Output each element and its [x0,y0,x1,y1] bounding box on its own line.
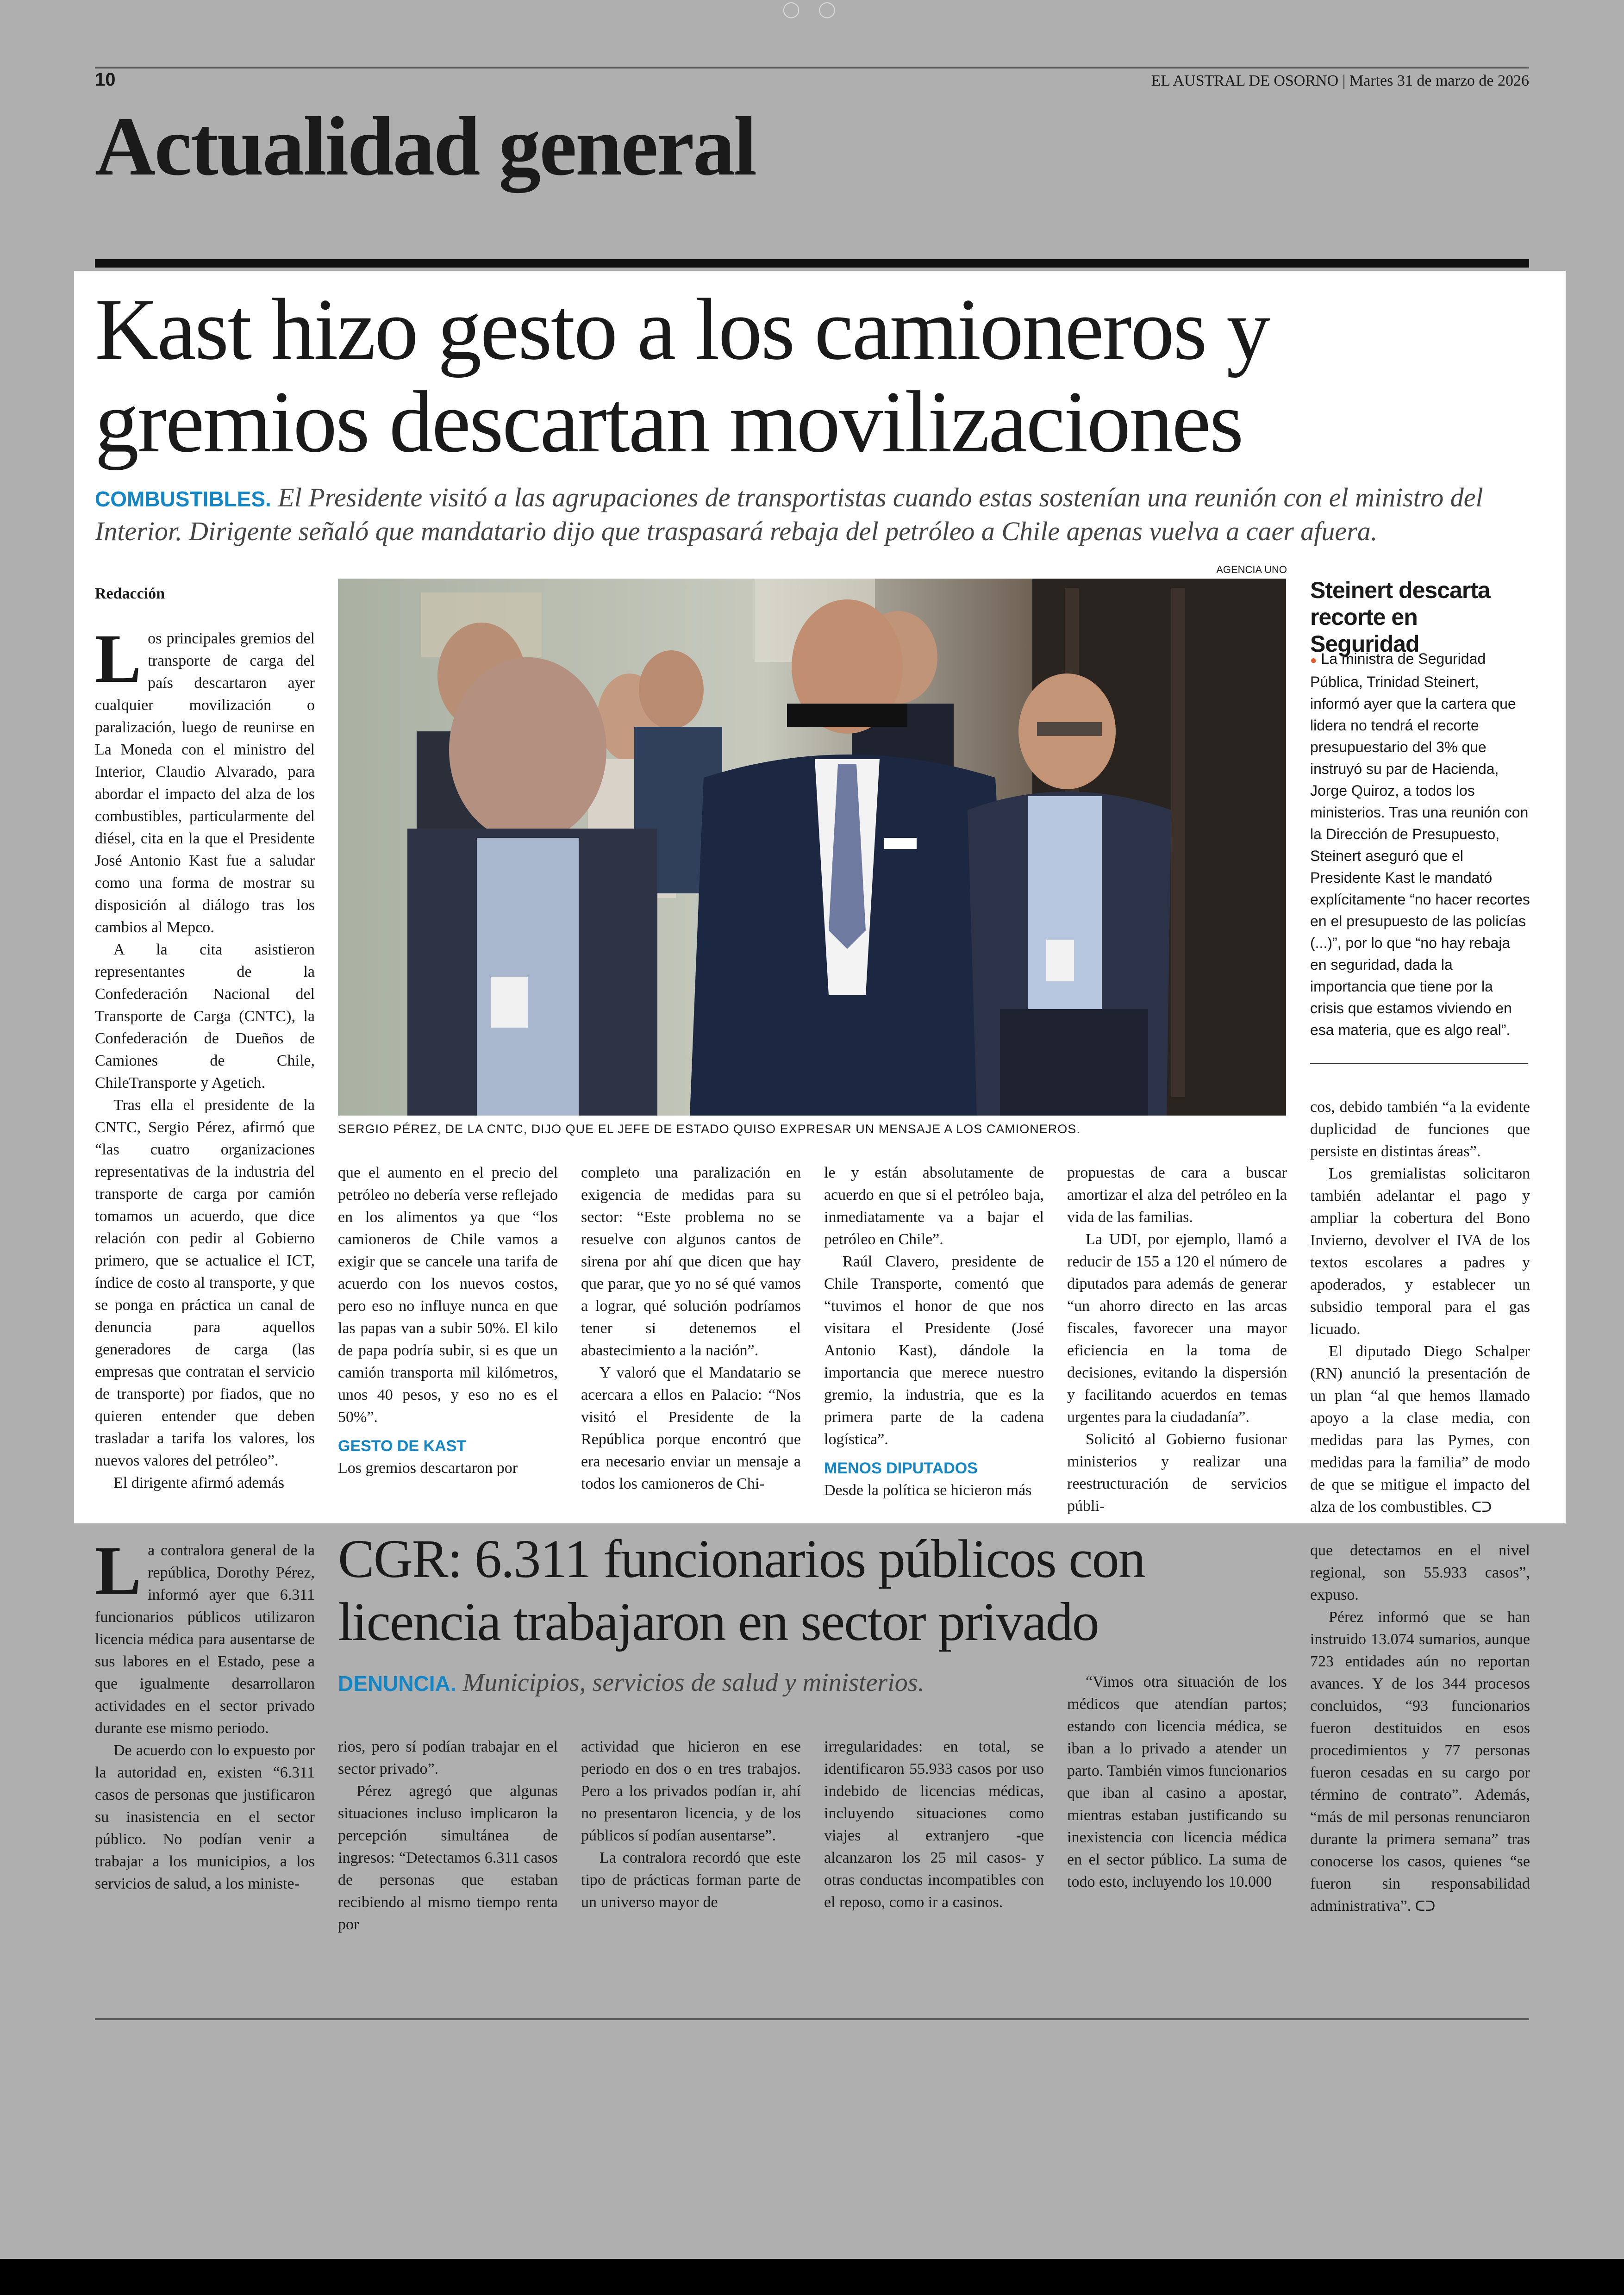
cgr-col-4 [824,1736,1044,1914]
main-col-3 [581,1162,801,1495]
cgr-col-1-para-1 [95,1532,315,1740]
cgr-col-2-para-1: rios, pero sí podían trabajar en el sector privado”. [338,1738,558,1777]
page-nav-dots[interactable] [782,0,836,19]
cgr-col-6-para-1: que detectamos en el nivel regional, son 55.933 casos”, expuso. [1310,1542,1530,1603]
main-col-2-para-1: que el aumento en el precio del petróleo no debería verse reflejado en los alimentos ya que “los camioneros de Chile vamos a exigir que se cancele una tarifa de acuerdo con los nuevos costos, pero eso no influye nunca en que las papas van a subir 50%. El kilo de papa podría subir, si es que un camión transporta mil kilómetros, unos 40 pesos, y eso no es el 50%”. [338,1164,558,1426]
main-col-4-para-3: Desde la política se hicieron más [824,1482,1032,1499]
main-col-2 [338,1162,558,1479]
main-col-5-para-3: Solicitó al Gobierno fusionar ministerios y realizar una reestructuración de servicios públi- [1067,1431,1287,1515]
section-rule [95,259,1529,268]
viewer-bottom-bar [0,2259,1624,2295]
cgr-col-1-para-2: De acuerdo con lo expuesto por la autoridad en, existen “6.311 casos de personas que justificaron su inasistencia en el sector público. No podían venir a trabajar a los municipios, a los servicios de salud, a los ministe- [95,1742,315,1892]
main-deck [95,481,1530,548]
cgr-col-3-para-1: actividad que hicieron en ese periodo en dos o en tres trabajos. Pero a los privados podían ir, ahí no presentaron licencia, y de los públicos sí podían ausentarse”. [581,1738,801,1844]
main-col-5 [1067,1162,1287,1517]
page-number: 10 [95,69,116,90]
cgr-deck-text: Municipios, servicios de salud y ministerios. [462,1668,924,1697]
cgr-col-6 [1310,1540,1530,1918]
cgr-col-6-para-2-text: Pérez informó que se han instruido 13.074 sumarios, aunque 723 entidades aún no reportan avances. Y de los 344 procesos concluidos, “93 funcionarios fueron destituidos en esos procedimientos y 77 personas fueron cesadas en su cargo por término de contrato”. Además, “más de mil personas renunciaron durante la primera semana” tras conocerse los casos, quienes “se fueron sin responsabilidad administrativa”. [1310,1609,1530,1915]
masthead-info [1151,72,1529,90]
main-col-4-para-2: Raúl Clavero, presidente de Chile Transporte, comentó que “tuvimos el honor de que nos visitara el Presidente (José Antonio Kast), dándole la importancia que merece nuestro gremio, la industria, que es la primera parte de la cadena logística”. [824,1253,1044,1448]
section-title: Actualidad general [95,100,756,193]
cgr-end-mark: ᑕᑐ [1415,1899,1436,1914]
main-photo-illustration [338,579,1286,1116]
main-col-6-para-1: cos, debido también “a la evidente duplicidad de funciones que persiste en distintas áreas”. [1310,1098,1530,1160]
cgr-headline: CGR: 6.311 funcionarios públicos con licencia trabajaron en sector privado [338,1528,1145,1652]
page-nav-dot-prev[interactable]: ◯ [782,0,800,18]
sidebar-bullet: ● [1310,654,1317,667]
cgr-col-3-para-2: La contralora recordó que este tipo de prácticas forman parte de un universo mayor de [581,1849,801,1911]
subhead-menos-diputados: MENOS DIPUTADOS [824,1459,978,1477]
header-rule [95,67,1529,69]
photo-credit: AGENCIA UNO [1216,564,1287,575]
main-deck-text: El Presidente visitó a las agrupaciones de transportistas cuando estas sostenían una reunión con el ministro del Interior. Dirigente señaló que mandatario dijo que traspasará rebaja del petróleo a Chile apenas vuelva a caer afuera. [95,482,1483,546]
cgr-col-6-para-2 [1310,1606,1530,1918]
cgr-col-2-para-2: Pérez agregó que algunas situaciones incluso implicaron la percepción simultánea de ingresos: “Detectamos 6.311 casos de personas que estaban recibiendo al mismo tiempo renta por [338,1783,558,1933]
main-col-5-para-2: La UDI, por ejemplo, llamó a reducir de 155 a 120 el número de diputados para además de generar “un ahorro directo en las arcas fiscales, favorecer una mayor eficiencia en la toma de decisiones, evitando la dispersión y facilitando acuerdos en temas urgentes para la ciudadanía”. [1067,1231,1287,1426]
main-col-4 [824,1162,1044,1502]
issue-date: Martes 31 de marzo de 2026 [1349,72,1529,89]
main-col-2-para-2: Los gremios descartaron por [338,1459,518,1477]
sidebar-body [1310,648,1530,1041]
paper-name: EL AUSTRAL DE OSORNO [1151,72,1339,89]
sidebar-rule [1310,1063,1528,1064]
cgr-col-1 [95,1532,315,1895]
cgr-kicker: DENUNCIA. [338,1671,456,1696]
cgr-col-4-para-1: irregularidades: en total, se identificaron 55.933 casos por uso indebido de licencias médicas, incluyendo situaciones como viajes al extranjero -que alcanzaron los 25 mil casos- y otras conductas incompatibles con el reposo, como ir a casinos. [824,1738,1044,1911]
main-col-6-para-2: Los gremialistas solicitaron también adelantar el pago y ampliar la cobertura del Bono Invierno, devolver el IVA de los textos escolares a padres y apoderados, y establecer un subsidio temporal para el gas licuado. [1310,1165,1530,1338]
main-col-1-para-4: El dirigente afirmó además [113,1474,285,1491]
dropcap: L [95,620,142,697]
photo-caption: SERGIO PÉREZ, DE LA CNTC, DIJO QUE EL JEFE DE ESTADO QUISO EXPRESAR UN MENSAJE A LOS CAMIONEROS. [338,1122,1081,1136]
cgr-col-2 [338,1736,558,1936]
main-col-6 [1310,1096,1530,1519]
main-col-4-para-1: le y están absolutamente de acuerdo en que si el petróleo baja, inmediatamente va a bajar el petróleo en Chile”. [824,1164,1044,1248]
main-col-6-para-3 [1310,1341,1530,1519]
end-mark: ᑕᑐ [1471,1500,1492,1515]
main-headline: Kast hizo gesto a los camioneros y gremios descartan movilizaciones [95,281,1269,471]
main-col-1-para-2: A la cita asistieron representantes de la Confederación Nacional del Transporte de Carga (CNTC), la Confederación de Dueños de Camiones de Chile, ChileTransporte y Agetich. [95,941,315,1091]
main-col-1 [95,620,315,1494]
main-col-3-para-2: Y valoró que el Mandatario se acercara a ellos en Palacio: “Nos visitó el Presidente de la República porque encontró que era necesario enviar un mensaje a todos los camioneros de Chi- [581,1364,801,1492]
subhead-gesto: GESTO DE KAST [338,1437,467,1455]
cgr-col-5 [1067,1671,1287,1893]
main-col-5-para-1: propuestas de cara a buscar amortizar el alza del petróleo en la vida de las familias. [1067,1164,1287,1226]
footer-rule [95,2018,1529,2020]
main-col-1-para-1-text: os principales gremios del transporte de carga del país descartaron ayer cualquier movilización o paralización, luego de reunirse en La Moneda con el ministro del Interior, Claudio Alvarado, para abordar el impacto del alza de los combustibles, particularmente del diésel, cita en la que el Presidente José Antonio Kast fue a saludar como una forma de mostrar su disposición al diálogo tras los cambios al Mepco. [95,630,315,936]
main-col-1-para-3: Tras ella el presidente de la CNTC, Sergio Pérez, afirmó que “las cuatro organizaciones representativas de la industria del transporte de carga por camión tomamos un acuerdo, que dice relación con pedir al Gobierno primero, que se actualice el ICT, índice de costo al transporte, y que se ponga en práctica un canal de denuncia para aquellos generadores de carga (las empresas que contratan el servicio de transporte) por fiados, que no quieren entender que deben trasladar a tarifa los valores, los nuevos valores del petróleo”. [95,1097,315,1469]
main-col-1-para-1 [95,620,315,939]
cgr-col-3 [581,1736,801,1914]
cgr-dropcap: L [95,1532,142,1609]
byline: Redacción [95,585,165,602]
cgr-col-5-para-1: “Vimos otra situación de los médicos que atendían partos; estando con licencia médica, se iban a lo privado a atender un parto. También vimos funcionarios que iban al casino a apostar, mientras estaban justificando su inexistencia con licencia médica en el sector público. La suma de todo esto, incluyendo los 10.000 [1067,1673,1287,1890]
sidebar-text: La ministra de Seguridad Pública, Trinidad Steinert, informó ayer que la cartera que lidera no tendrá el recorte presupuestario del 3% que instruyó su par de Hacienda, Jorge Quiroz, a todos los ministerios. Tras una reunión con la Dirección de Presupuesto, Steinert aseguró que el Presidente Kast le mandató explícitamente “no hacer recortes en el presupuesto de las policías (...)”, por lo que “no hay rebaja en seguridad, dada la importancia que tiene por la crisis que estamos viviendo en esa materia, que es algo real”. [1310,650,1530,1038]
page-nav-dot-next[interactable]: ◯ [818,0,836,18]
main-col-6-para-3-text: El diputado Diego Schalper (RN) anunció la presentación de un plan “al que hemos llamado apoyo a la clase media, con medidas para las Pymes, con medidas para la familia” de modo de que se mitigue el impacto del alza de los combustibles. [1310,1343,1530,1515]
cgr-col-1-para-1-text: a contralora general de la república, Dorothy Pérez, informó ayer que 6.311 funcionarios públicos utilizaron licencia médica para ausentarse de sus labores en el Estado, pese a que igualmente desarrollaron actividades en el sector privado durante ese mismo periodo. [95,1542,315,1737]
masthead-separator: | [1342,72,1346,89]
main-photo [338,579,1286,1116]
sidebar-title: Steinert descarta recorte en Seguridad [1310,577,1490,657]
main-col-3-para-1: completo una paralización en exigencia de medidas para su sector: “Este problema no se resuelve con algunos cantos de sirena por ahí que dicen que hay que parar, que yo no sé qué vamos a lograr, qué solución podríamos tener si detenemos el abastecimiento a la nación”. [581,1164,801,1359]
main-kicker: COMBUSTIBLES. [95,487,271,511]
